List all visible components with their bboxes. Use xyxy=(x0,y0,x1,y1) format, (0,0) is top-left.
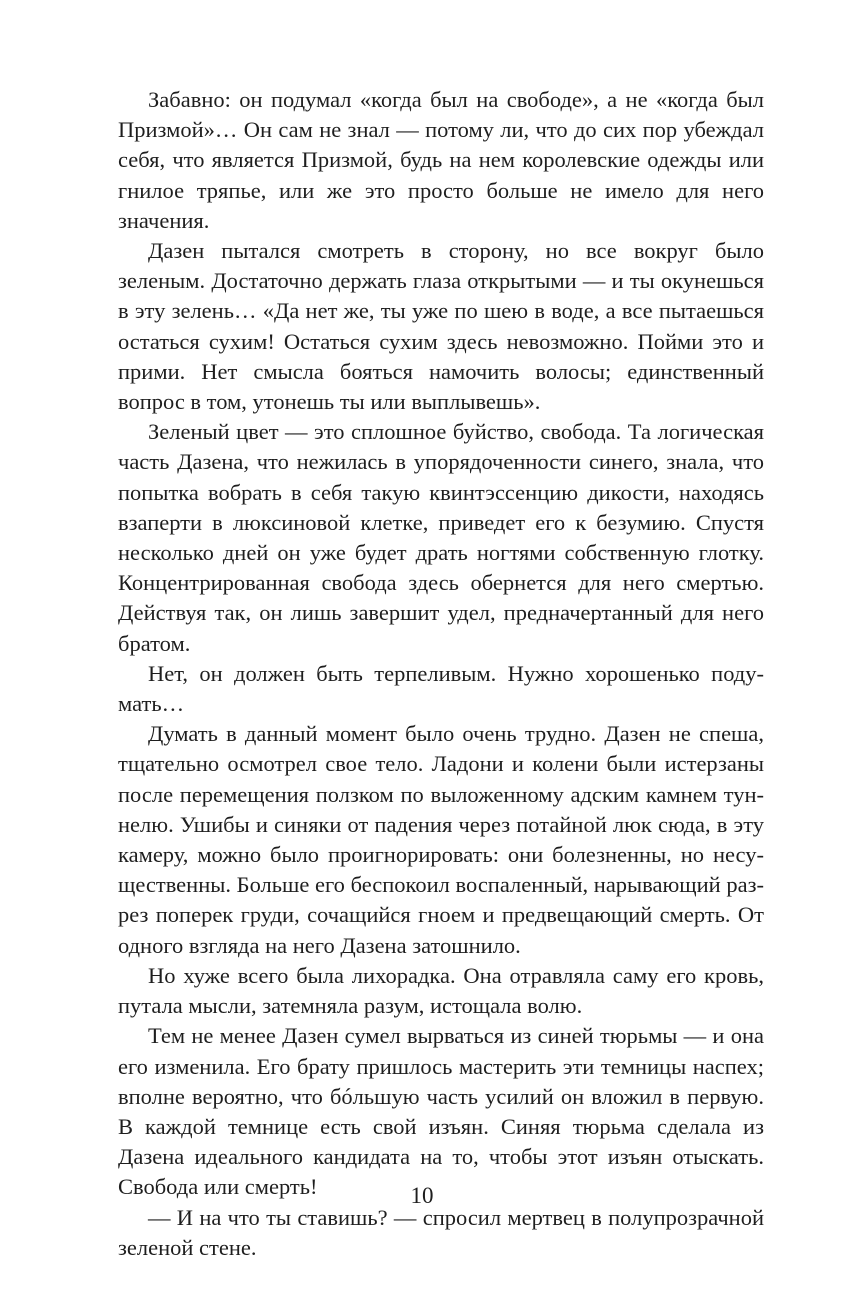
paragraph: Тем не менее Дазен сумел вырваться из синей тюрьмы — и она его изменила. Его брату пришлось мастерить эти темницы наспех; вполне вероятно, что бóльшую часть усилий он вложил в первую. В каждой темнице есть свой изъян. Синяя тюрьма сделала из Дазена идеального кандидата на то, чтобы этот изъян отыскать. Свобода или смерть! xyxy=(118,1023,764,1200)
paragraph: Забавно: он подумал «когда был на свободе», а не «когда был Призмой»… Он сам не знал — потому ли, что до сих пор убеждал себя, что является Призмой, будь на нем королевские одежды или гнилое тряпье, или же это просто больше не имело для него значения. xyxy=(118,87,764,233)
page-body xyxy=(118,85,764,1263)
paragraph: Думать в данный момент было очень трудно. Дазен не спеша, тщательно осмотрел свое тело. Ладони и колени были истерзаны после перемещения ползком по выложенному адским камнем туннелю. Ушибы и синяки от падения через потайной люк сюда, в эту камеру, можно было проигнорировать: они болезненны, но несущественны. Больше его беспокоил воспаленный, нарывающий разрез поперек груди, сочащийся гноем и предвещающий смерть. От одного взгляда на него Дазена затошнило. xyxy=(118,721,764,958)
paragraph: Зеленый цвет — это сплошное буйство, свобода. Та логическая часть Дазена, что нежилась в упорядоченности синего, знала, что попытка вобрать в себя такую квинтэссенцию дикости, находясь взаперти в люксиновой клетке, приведет его к безумию. Спустя несколько дней он уже будет драть ногтями собственную глотку. Концентрированная свобода здесь обернется для него смертью. Действуя так, он лишь завершит удел, предначертанный для него братом. xyxy=(118,419,764,656)
paragraph: — И на что ты ставишь? — спросил мертвец в полупрозрачной зеленой стене. xyxy=(118,1204,764,1260)
paragraph: Но хуже всего была лихорадка. Она отравляла саму его кровь, путала мысли, затемняла разум, истощала волю. xyxy=(118,962,764,1019)
page-number: 10 xyxy=(410,1183,434,1208)
paragraph: Дазен пытался смотреть в сторону, но все вокруг было зеленым. Достаточно держать глаза открытыми — и ты окунешься в эту зелень… «Да нет же, ты уже по шею в воде, а все пытаешься остаться сухим! Остаться сухим здесь невозможно. Пойми это и прими. Нет смысла бояться намочить волосы; единственный вопрос в том, утонешь ты или выплывешь». xyxy=(118,238,764,415)
paragraph: Нет, он должен быть терпеливым. Нужно хорошенько подумать… xyxy=(118,660,764,717)
